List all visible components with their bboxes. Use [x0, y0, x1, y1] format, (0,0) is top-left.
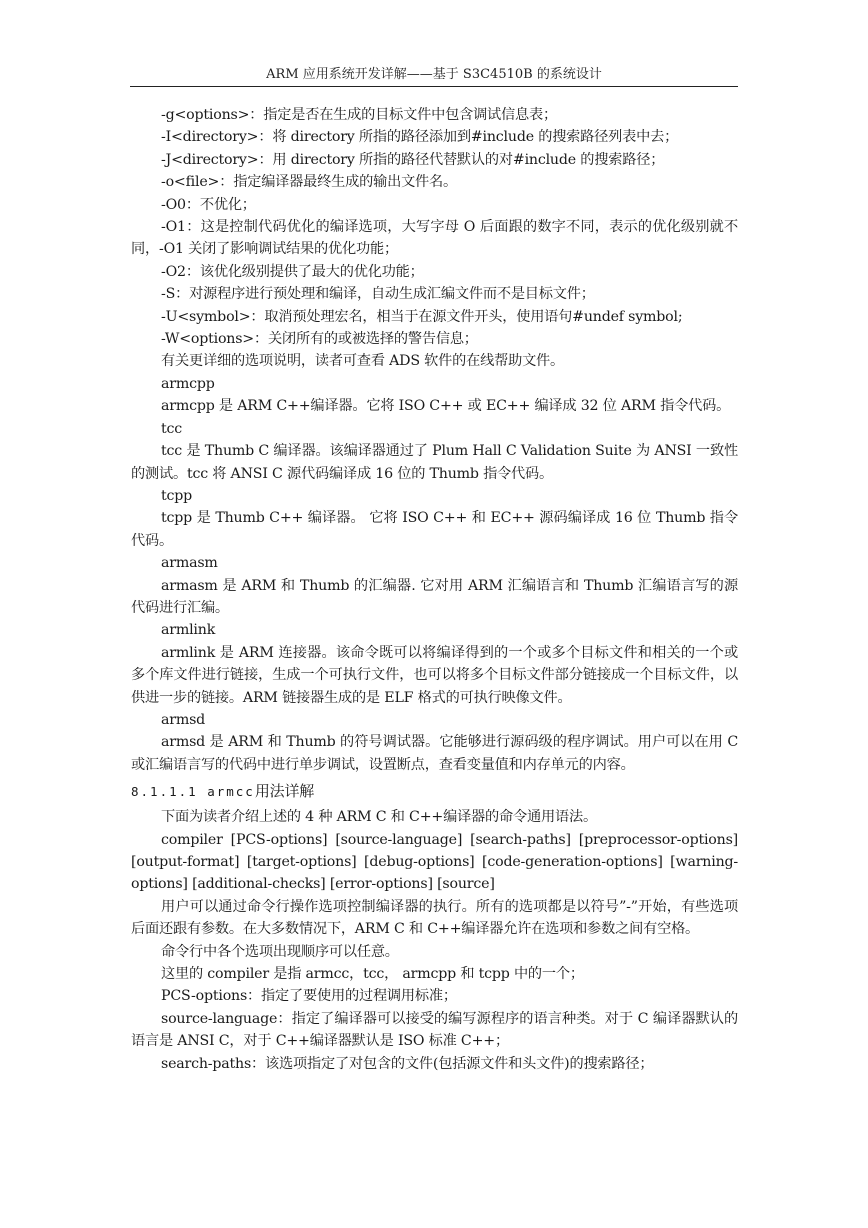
- paragraph: -S：对源程序进行预处理和编译，自动生成汇编文件而不是目标文件；: [161, 286, 595, 303]
- section-number: 8.1.1.1 armcc: [131, 784, 255, 800]
- tool-name: armsd: [161, 711, 206, 728]
- section-title: 用法详解: [254, 782, 315, 801]
- running-header: ARM 应用系统开发详解——基于 S3C4510B 的系统设计: [130, 66, 738, 87]
- paragraph: PCS-options：指定了要使用的过程调用标准；: [161, 988, 457, 1005]
- paragraph: 有关更详细的选项说明，读者可查看 ADS 软件的在线帮助文件。: [161, 353, 565, 370]
- paragraph: -J<directory>：用 directory 所指的路径代替默认的对#include 的搜索路径；: [161, 151, 665, 168]
- section-heading: [131, 779, 738, 804]
- paragraph: -o<file>：指定编译器最终生成的输出文件名。: [161, 174, 458, 191]
- tool-name: tcc: [161, 420, 182, 437]
- paragraph: tcpp 是 Thumb C++ 编译器。 它将 ISO C++ 和 EC++ 源码编译成 16 位 Thumb 指令代码。: [131, 510, 738, 549]
- paragraph: 用户可以通过命令行操作选项控制编译器的执行。所有的选项都是以符号”-”开始，有些选项后面还跟有参数。在大多数情况下，ARM C 和 C++编译器允许在选项和参数之间有空格。: [131, 898, 738, 938]
- tool-name: armlink: [161, 622, 216, 639]
- paragraph: armasm 是 ARM 和 Thumb 的汇编器. 它对用 ARM 汇编语言和 Thumb 汇编语言写的源代码进行汇编。: [131, 577, 738, 616]
- tool-name: tcpp: [161, 487, 193, 504]
- paragraph: armsd 是 ARM 和 Thumb 的符号调试器。它能够进行源码级的程序调试。用户可以在用 C 或汇编语言写的代码中进行单步调试，设置断点，查看变量值和内存单元的内容。: [131, 734, 738, 773]
- paragraph: -O1：这是控制代码优化的编译选项，大写字母 O 后面跟的数字不同，表示的优化级别就不同，-O1 关闭了影响调试结果的优化功能；: [131, 219, 738, 258]
- paragraph: -I<directory>：将 directory 所指的路径添加到#include 的搜索路径列表中去；: [161, 129, 679, 146]
- paragraph: -g<options>：指定是否在生成的目标文件中包含调试信息表；: [161, 107, 557, 123]
- paragraph: 命令行中各个选项出现顺序可以任意。: [161, 943, 399, 960]
- paragraph: search-paths：该选项指定了对包含的文件(包括源文件和头文件)的搜索路径；: [161, 1055, 654, 1072]
- tool-name: armasm: [161, 555, 218, 572]
- paragraph: tcc 是 Thumb C 编译器。该编译器通过了 Plum Hall C Validation Suite 为 ANSI 一致性的测试。tcc 将 ANSI C 源代码编译成 16 位的 Thumb 指令代码。: [131, 443, 738, 482]
- paragraph: 这里的 compiler 是指 armcc，tcc， armcpp 和 tcpp 中的一个；: [161, 966, 584, 983]
- command-syntax: compiler [PCS-options] [source-language] [search-paths] [preprocessor-options] [output-format] [target-options] [debug-options] [code-generation-options] [warning-options] [additional-checks] [error-options] [source]: [131, 831, 738, 893]
- body-text: [131, 104, 738, 1075]
- paragraph: -O0：不优化；: [161, 196, 256, 213]
- paragraph: -W<options>：关闭所有的或被选择的警告信息；: [161, 331, 478, 348]
- paragraph: armlink 是 ARM 连接器。该命令既可以将编译得到的一个或多个目标文件和相关的一个或多个库文件进行链接，生成一个可执行文件，也可以将多个目标文件部分链接成一个目标文件，以供进一步的链接。ARM 链接器生成的是 ELF 格式的可执行映像文件。: [131, 644, 738, 706]
- paragraph: source-language：指定了编译器可以接受的编写源程序的语言种类。对于 C 编译器默认的语言是 ANSI C，对于 C++编译器默认是 ISO 标准 C++；: [131, 1010, 738, 1050]
- paragraph: 下面为读者介绍上述的 4 种 ARM C 和 C++编译器的命令通用语法。: [161, 809, 597, 826]
- paragraph: -O2：该优化级别提供了最大的优化功能；: [161, 263, 424, 280]
- tool-name: armcpp: [161, 375, 215, 392]
- paragraph: armcpp 是 ARM C++编译器。它将 ISO C++ 或 EC++ 编译成 32 位 ARM 指令代码。: [161, 398, 731, 415]
- paragraph: -U<symbol>：取消预处理宏名，相当于在源文件开头，使用语句#undef symbol;: [161, 308, 683, 325]
